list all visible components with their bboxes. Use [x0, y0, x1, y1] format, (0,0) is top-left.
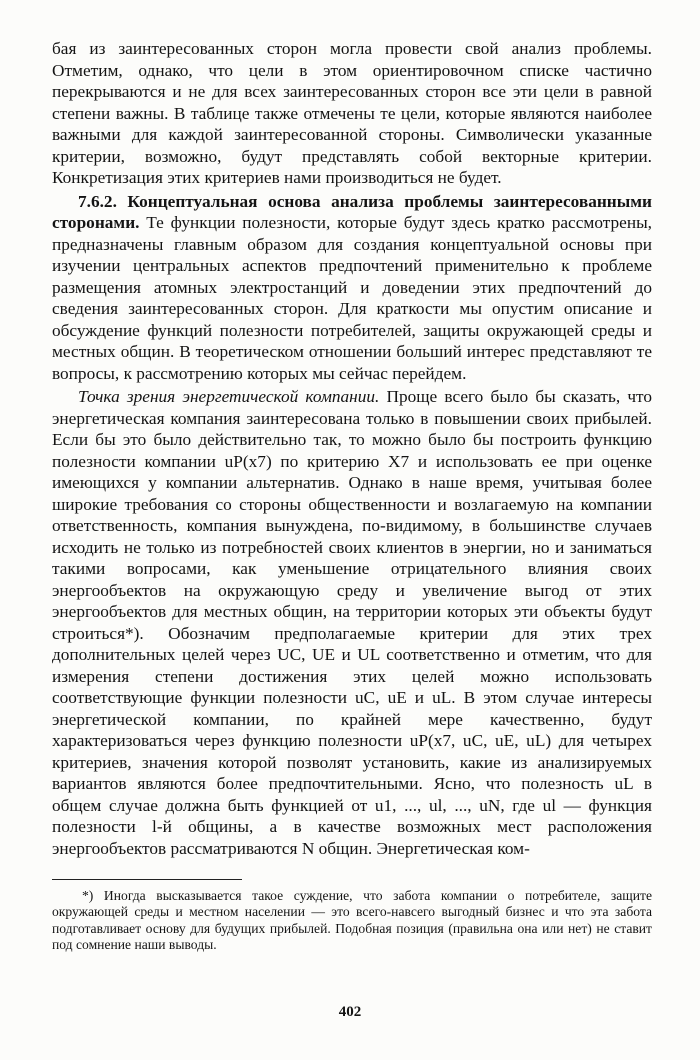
footnote: *) Иногда высказывается такое суждение, что забота компании о потребителе, защите окружающей среды и местном населении — это всего-навсего выгодный бизнес и что эта забота подготавливает основу для будущих прибылей. Подобная позиция (правильна она или нет) не ставит под сомнение наши выводы. — [52, 888, 652, 952]
section-paragraph — [52, 191, 652, 385]
company-paragraph — [52, 386, 652, 859]
page-number: 402 — [338, 1004, 362, 1020]
company-body-text: Проще всего было бы сказать, что энергетическая компания заинтересована только в повышении своих прибылей. Если бы это было действительно так, то можно было бы построить функцию полезности компании uP(x7) по критерию X7 и использовать ее при оценке имеющихся у компании альтернатив. Однако в наше время, учитывая более широкие требования со стороны общественности и возлагаемую на компании ответственность, компания вынуждена, по-видимому, в большинстве случаев исходить не только из потребностей своих клиентов в энергии, но и заниматься такими вопросами, как уменьшение отрицательного влияния своих энергообъектов на окружающую среду и увеличение выгод от этих энергообъектов для местных общин, на территории которых эти объекты будут строиться*). Обозначим предполагаемые критерии для этих трех дополнительных целей через UC, UE и UL соответственно и отметим, что для измерения степени достижения этих целей можно использовать соответствующие функции полезности uC, uE и uL. В этом случае интересы энергетической компании, по крайней мере качественно, будут характеризоваться через функцию полезности uP(x7, uC, uE, uL) для четырех критериев, значения которой позволят установить, какие из анализируемых вариантов являются более предпочтительными. Ясно, что полезность uL в общем случае должна быть функцией от u1, ..., ul, ..., uN, где ul — функция полезности l-й общины, а в качестве возможных мест расположения энергообъектов рассматриваются N общин. Энергетическая ком- — [52, 387, 652, 858]
italic-lead-phrase: Точка зрения энергетической компании. — [78, 387, 380, 406]
paragraph-continuation: бая из заинтересованных сторон могла провести свой анализ проблемы. Отметим, однако, что цели в этом ориентировочном списке частично перекрываются и не для всех заинтересованных сторон все эти цели в равной степени важны. В таблице также отмечены те цели, которые являются наиболее важными для каждой заинтересованной стороны. Символически указанные критерии, возможно, будут представлять собой векторные критерии. Конкретизация этих критериев нами производиться не будет. — [52, 39, 652, 187]
footnote-divider — [52, 879, 242, 880]
section-body-text: Те функции полезности, которые будут здесь кратко рассмотрены, предназначены главным образом для создания концептуальной основы при изучении центральных аспектов предпочтений применительно к проблеме размещения атомных электростанций и доведении этих предпочтений до сведения заинтересованных сторон. Для краткости мы опустим описание и обсуждение функций полезности потребителей, защиты окружающей среды и местных общин. В теоретическом отношении больший интерес представляют те вопросы, к рассмотрению которых мы сейчас перейдем. — [52, 213, 652, 383]
section-heading: 7.6.2. Концептуальная основа анализа проблемы заинтересованными сторонами. — [52, 191, 652, 232]
